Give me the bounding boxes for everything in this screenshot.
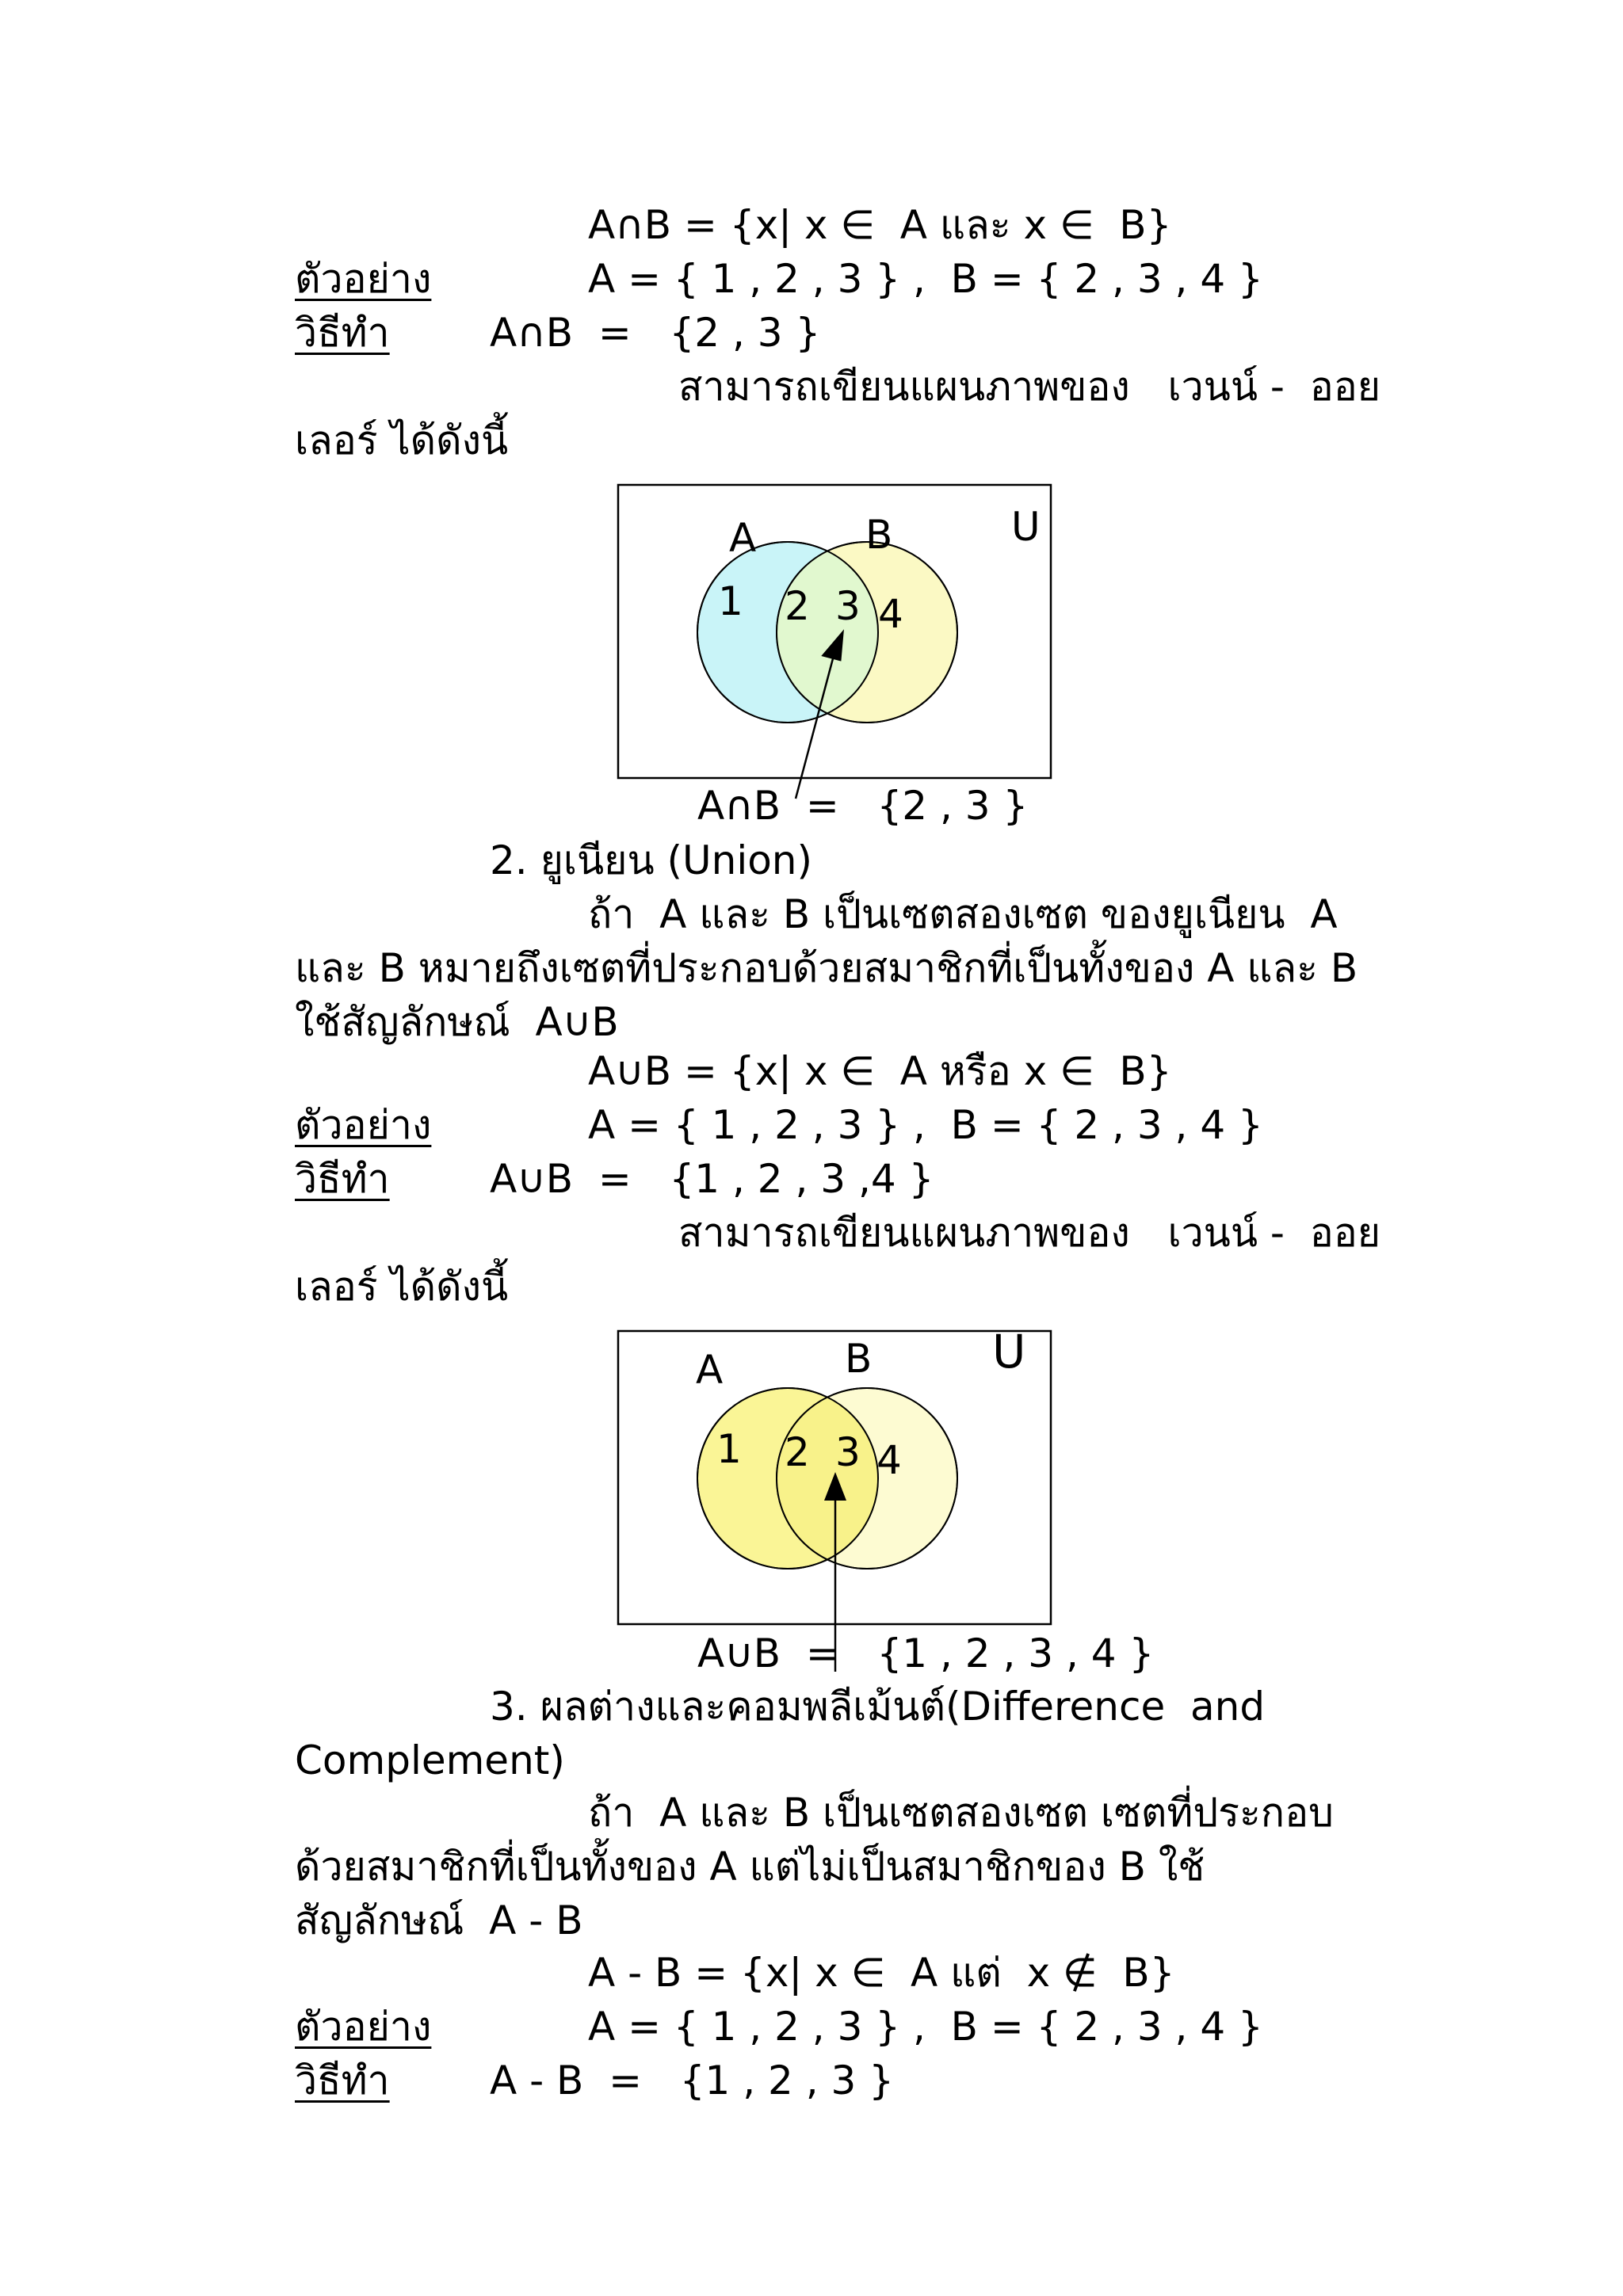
element-2: 2 [785, 583, 810, 629]
union-method-value: A∪B = {1 , 2 , 3 ,4 } [490, 1156, 934, 1202]
element-3: 3 [835, 1429, 861, 1475]
union-example-label: ตัวอย่าง [295, 1102, 432, 1148]
intersection-method-value: A∩B = {2 , 3 } [490, 310, 821, 356]
element-1: 1 [716, 1426, 742, 1472]
union-heading: 2. ยูเนียน (Union) [490, 837, 813, 883]
set-b-label: B [865, 512, 893, 558]
union-desc-2: และ B หมายถึงเซตที่ประกอบด้วยสมาชิกที่เป็นทั้งของ A และ B [295, 945, 1358, 991]
union-desc-3: ใช้สัญลักษณ์ A∪B [295, 999, 619, 1045]
difference-definition: A - B = {x| x ∈ A แต่ x ∉ B} [588, 1950, 1175, 1996]
element-4: 4 [878, 591, 903, 637]
difference-example-value: A = { 1 , 2 , 3 } , B = { 2 , 3 , 4 } [588, 2004, 1263, 2050]
difference-example-label: ตัวอย่าง [295, 2004, 432, 2050]
difference-method-label: วิธีทำ [295, 2058, 390, 2103]
intersection-method-label: วิธีทำ [295, 310, 390, 356]
union-desc-1: ถ้า A และ B เป็นเซตสองเซต ของยูเนียน A [588, 891, 1338, 937]
difference-desc-1: ถ้า A และ B เป็นเซตสองเซต เซตที่ประกอบ [588, 1790, 1334, 1836]
element-4: 4 [876, 1437, 902, 1483]
element-3: 3 [835, 583, 861, 629]
intersection-venn-text-1: สามารถเขียนแผนภาพของ เวนน์ - ออย [678, 364, 1381, 410]
difference-desc-2: ด้วยสมาชิกที่เป็นทั้งของ A แต่ไม่เป็นสมาชิกของ B ใช้ [295, 1844, 1205, 1890]
element-1: 1 [718, 578, 743, 624]
intersection-example-value: A = { 1 , 2 , 3 } , B = { 2 , 3 , 4 } [588, 256, 1263, 302]
intersection-venn-text-2: เลอร์ ได้ดังนี้ [295, 418, 509, 463]
union-example-value: A = { 1 , 2 , 3 } , B = { 2 , 3 , 4 } [588, 1102, 1263, 1148]
set-a-label: A [729, 515, 757, 561]
union-caption: A∪B = {1 , 2 , 3 , 4 } [697, 1630, 1155, 1676]
union-venn-text-1: สามารถเขียนแผนภาพของ เวนน์ - ออย [678, 1210, 1381, 1256]
set-b-label: B [845, 1336, 873, 1382]
union-venn-text-2: เลอร์ ได้ดังนี้ [295, 1264, 509, 1310]
intersection-caption: A∩B = {2 , 3 } [697, 783, 1029, 829]
union-definition: A∪B = {x| x ∈ A หรือ x ∈ B} [588, 1048, 1172, 1094]
difference-heading: 3. ผลต่างและคอมพลีเม้นต์(Difference and [490, 1684, 1266, 1730]
set-a-label: A [696, 1347, 724, 1393]
intersection-example-label: ตัวอย่าง [295, 256, 432, 302]
union-method-label: วิธีทำ [295, 1156, 390, 1202]
difference-heading-2: Complement) [295, 1737, 565, 1783]
intersection-definition: A∩B = {x| x ∈ A และ x ∈ B} [588, 202, 1172, 248]
difference-method-value: A - B = {1 , 2 , 3 } [490, 2058, 895, 2103]
element-2: 2 [785, 1429, 810, 1475]
universal-set-label: U [992, 1325, 1026, 1379]
difference-desc-3: สัญลักษณ์ A - B [295, 1897, 583, 1943]
universal-set-label: U [1011, 504, 1041, 550]
